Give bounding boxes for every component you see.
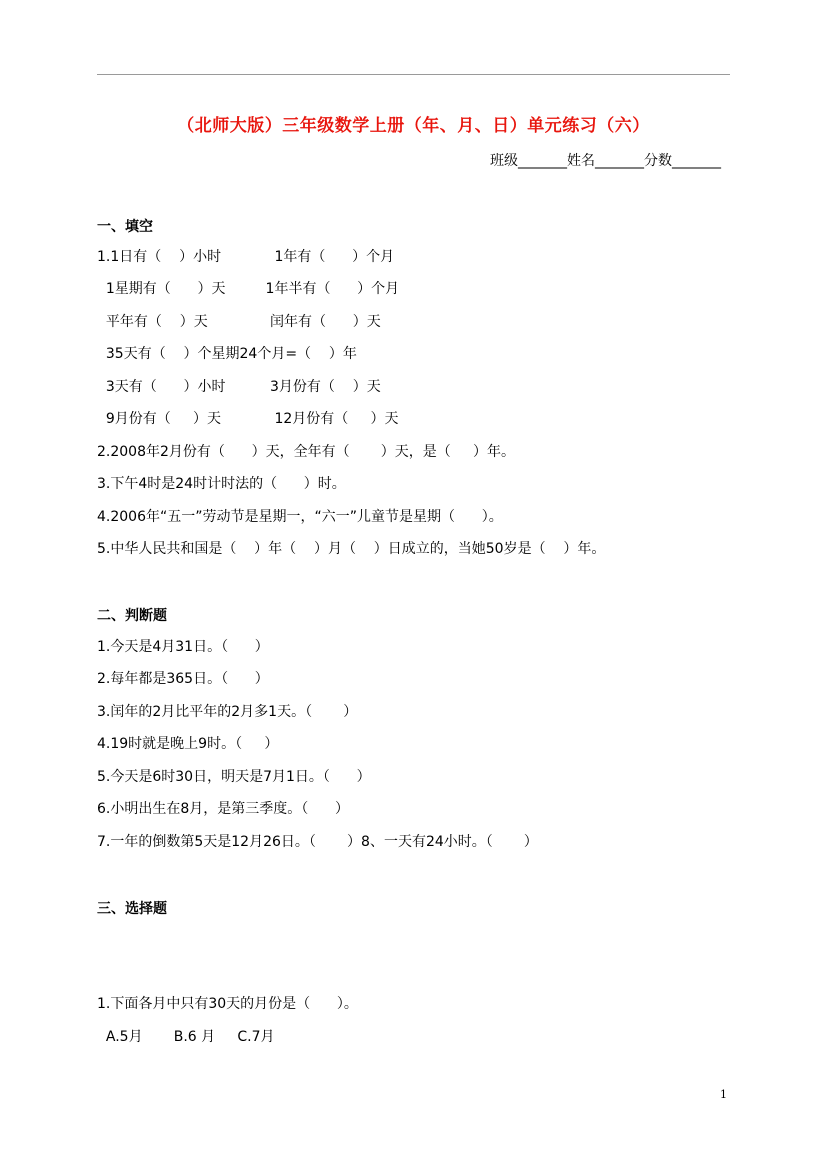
- question-line: 9月份有（ ）天 12月份有（ ）天: [97, 411, 399, 427]
- section-heading-multiple-choice: 三、选择题: [97, 901, 167, 917]
- header-rule: [97, 74, 730, 75]
- student-info-line: 班级_______姓名_______分数_______: [490, 153, 721, 169]
- question-line: 3天有（ ）小时 3月份有（ ）天: [97, 379, 381, 395]
- answer-options-line: A.5月 B.6 月 C.7月: [97, 1029, 275, 1045]
- question-line: 5.今天是6时30日，明天是7月1日。（ ）: [97, 769, 371, 785]
- question-line: 2.每年都是365日。（ ）: [97, 671, 269, 687]
- question-line: 2.2008年2月份有（ ）天，全年有（ ）天，是（ ）年。: [97, 444, 515, 460]
- question-line: 1.下面各月中只有30天的月份是（ ）。: [97, 996, 358, 1012]
- document-title: （北师大版）三年级数学上册（年、月、日）单元练习（六）: [177, 116, 650, 136]
- question-line: 6.小明出生在8月，是第三季度。（ ）: [97, 801, 349, 817]
- question-line: 平年有（ ）天 闰年有（ ）天: [97, 314, 381, 330]
- question-line: 5.中华人民共和国是（ ）年（ ）月（ ）日成立的，当她50岁是（ ）年。: [97, 541, 606, 557]
- page-number: 1: [720, 1088, 727, 1101]
- question-line: 4.2006年“五一”劳动节是星期一，“六一”儿童节是星期（ ）。: [97, 509, 503, 525]
- question-line: 35天有（ ）个星期24个月=（ ）年: [97, 346, 357, 362]
- question-line: 4.19时就是晚上9时。（ ）: [97, 736, 279, 752]
- question-line: 7.一年的倒数第5天是12月26日。（ ）8、一天有24小时。（ ）: [97, 834, 538, 850]
- question-line: 3.下午4时是24时计时法的（ ）时。: [97, 476, 346, 492]
- question-line: 1星期有（ ）天 1年半有（ ）个月: [97, 281, 400, 297]
- section-heading-fill-blank: 一、填空: [97, 219, 153, 235]
- question-line: 1.1日有（ ）小时 1年有（ ）个月: [97, 249, 395, 265]
- question-line: 1.今天是4月31日。（ ）: [97, 639, 269, 655]
- section-heading-true-false: 二、判断题: [97, 608, 167, 624]
- question-line: 3.闰年的2月比平年的2月多1天。（ ）: [97, 704, 358, 720]
